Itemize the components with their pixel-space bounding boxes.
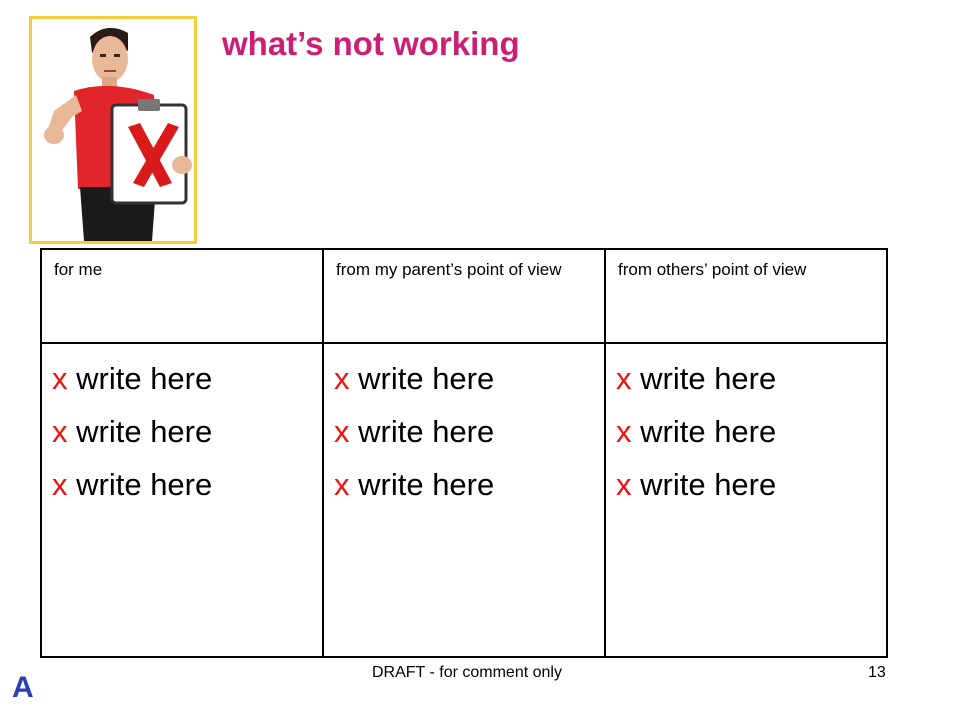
list-item [52, 352, 310, 405]
entry-mark: x [52, 414, 68, 449]
footer [0, 664, 960, 688]
column-others-view-cell[interactable] [605, 343, 887, 657]
entry-text: write here [640, 467, 777, 502]
person-holding-x-sign-photo [29, 16, 197, 244]
table-body-row [41, 343, 887, 657]
list-item [52, 458, 310, 511]
entry-mark: x [52, 467, 68, 502]
corner-section-letter: A [12, 671, 34, 704]
entry-text: write here [358, 414, 495, 449]
x-sign-illustration [32, 19, 194, 241]
entry-mark: x [616, 414, 632, 449]
entry-mark: x [334, 414, 350, 449]
list-item [52, 405, 310, 458]
entry-text: write here [358, 467, 495, 502]
entry-text: write here [76, 361, 213, 396]
header-parent-view: from my parent’s point of view [323, 249, 605, 343]
list-item [616, 458, 874, 511]
header-for-me: for me [41, 249, 323, 343]
reflection-table [40, 248, 888, 658]
column-parent-view-cell[interactable] [323, 343, 605, 657]
entry-text: write here [358, 361, 495, 396]
list-item [334, 352, 592, 405]
entry-mark: x [616, 467, 632, 502]
entry-text: write here [76, 414, 213, 449]
entry-mark: x [334, 361, 350, 396]
table-header-row [41, 249, 887, 343]
page-number: 13 [868, 664, 886, 681]
list-item [334, 405, 592, 458]
entry-mark: x [616, 361, 632, 396]
entry-mark: x [334, 467, 350, 502]
entry-text: write here [640, 361, 777, 396]
entry-mark: x [52, 361, 68, 396]
slide-title: what’s not working [222, 25, 520, 62]
footer-draft-notice: DRAFT - for comment only [372, 664, 562, 681]
list-item [616, 405, 874, 458]
entry-text: write here [640, 414, 777, 449]
column-for-me-cell[interactable] [41, 343, 323, 657]
list-item [616, 352, 874, 405]
entry-text: write here [76, 467, 213, 502]
list-item [334, 458, 592, 511]
header-others-view: from others’ point of view [605, 249, 887, 343]
